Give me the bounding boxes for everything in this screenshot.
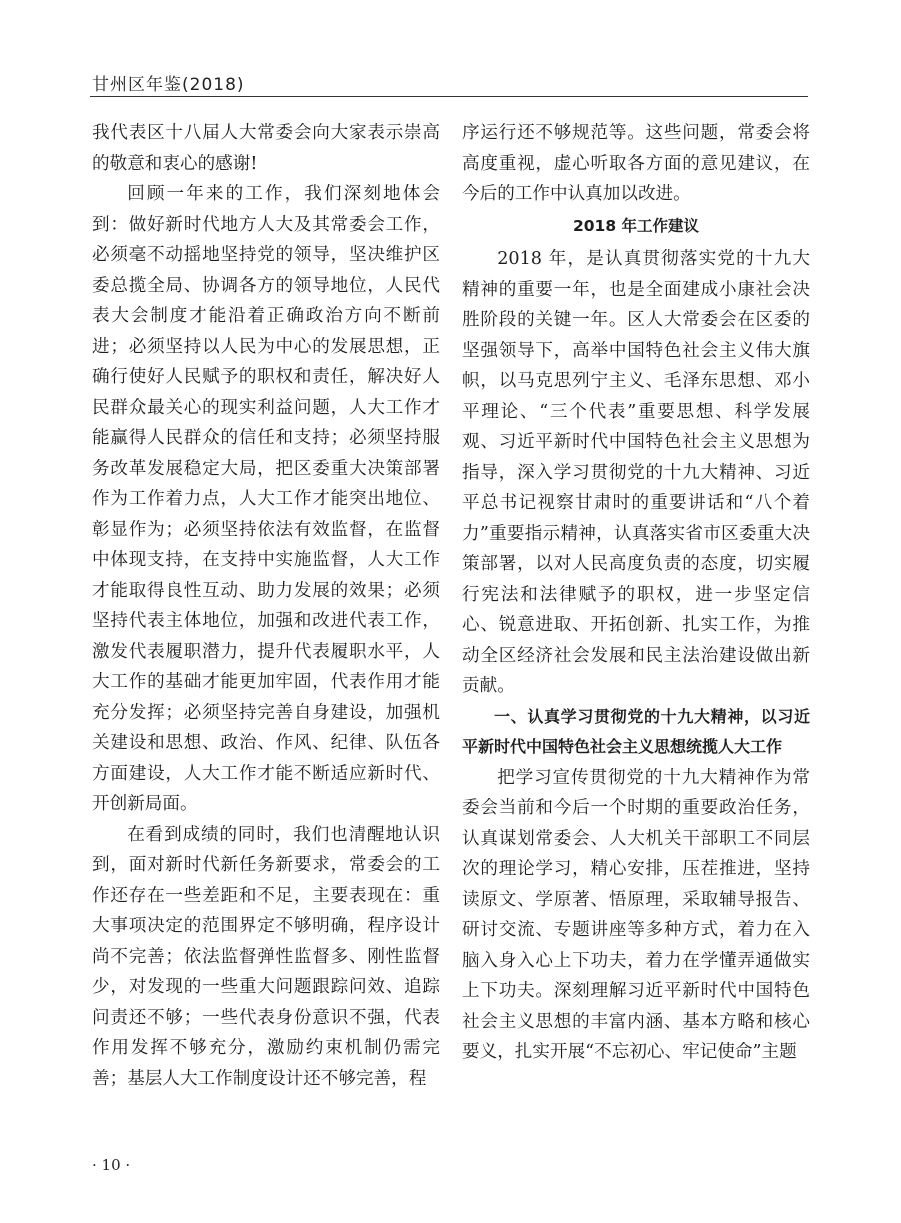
paragraph-review: 回顾一年来的工作，我们深刻地体会到：做好新时代地方人大及其常委会工作，必须毫不动摇地坚持党的领导，坚决维护区委总揽全局、协调各方的领导地位，人民代表大会制度才能沿着正确政治方向不断前进；必须坚持以人民为中心的发展思想，正确行使好人民赋予的职权和责任，解决好人民群众最关心的现实利益问题，人大工作才能赢得人民群众的信任和支持；必须坚持服务改革发展稳定大局，把区委重大决策部署作为工作着力点，人大工作才能突出地位、彰显作为；必须坚持依法有效监督，在监督中体现支持，在支持中实施监督，人大工作才能取得良性互动、助力发展的效果；必须坚持代表主体地位，加强和改进代表工作，激发代表履职潜力，提升代表履职水平，人大工作的基础才能更加牢固，代表作用才能充分发挥；必须坚持完善自身建设，加强机关建设和思想、政治、作风、纪律、队伍各方面建设，人大工作才能不断适应新时代、开创新局面。 [92,184,440,814]
left-column [92,118,440,1094]
subheading-1: 一、认真学习贯彻党的十九大精神，以习近平新时代中国特色社会主义思想统揽人大工作 [462,706,810,756]
running-header-title: 甘州区年鉴(2018) [92,75,245,95]
paragraph-continued-right: 序运行还不够规范等。这些问题，常委会将高度重视，虚心听取各方面的意见建议，在今后的工作中认真加以改进。 [462,123,810,204]
paragraph-continued: 我代表区十八届人大常委会向大家表示崇高的敬意和衷心的感谢! [92,123,440,174]
paragraph-study: 把学习宣传贯彻党的十九大精神作为常委会当前和今后一个时期的重要政治任务，认真谋划常委会、人大机关干部职工不同层次的理论学习，精心安排，压茬推进，坚持读原文、学原著、悟原理，采取辅导报告、研讨交流、专题讲座等多种方式，着力在入脑入身入心上下功夫，着力在学懂弄通做实上下功夫。深刻理解习近平新时代中国特色社会主义思想的丰富内涵、基本方略和核心要义，扎实开展“不忘初心、牢记使命”主题 [462,767,810,1062]
paragraph-shortcomings: 在看到成绩的同时，我们也清醒地认识到，面对新时代新任务新要求，常委会的工作还存在一些差距和不足，主要表现在：重大事项决定的范围界定不够明确，程序设计尚不完善；依法监督弹性监督多、刚性监督少，对发现的一些重大问题跟踪问效、追踪问责还不够；一些代表身份意识不强，代表作用发挥不够充分，激励约束机制仍需完善；基层人大工作制度设计还不够完善，程 [92,824,440,1089]
right-column [462,118,810,1068]
paragraph-2018-intro: 2018 年，是认真贯彻落实党的十九大精神的重要一年，也是全面建成小康社会决胜阶段的关键一年。区人大常委会在区委的坚强领导下，高举中国特色社会主义伟大旗帜，以马克思列宁主义、毛泽东思想、邓小平理论、“三个代表”重要思想、科学发展观、习近平新时代中国特色社会主义思想为指导，深入学习贯彻党的十九大精神、习近平总书记视察甘肃时的重要讲话和“八个着力”重要指示精神，认真落实省市区委重大决策部署，以对人民高度负责的态度，切实履行宪法和法律赋予的职权，进一步坚定信心、锐意进取、开拓创新、扎实工作，为推动全区经济社会发展和民主法治建设做出新贡献。 [462,249,810,696]
section-title: 2018 年工作建议 [572,216,700,235]
running-header [90,68,808,97]
page-number: · 10 · [92,1156,131,1174]
